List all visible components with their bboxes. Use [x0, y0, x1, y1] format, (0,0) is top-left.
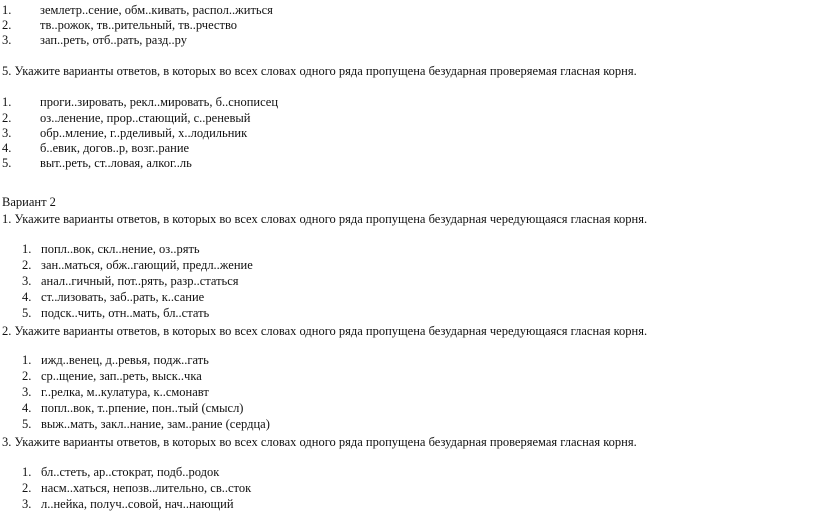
list-number: 4.	[2, 141, 12, 155]
list-item: выж..мать, закл..нание, зам..рание (сердца)	[41, 417, 270, 431]
list-item: тв..рожок, тв..рительный, тв..рчество	[40, 18, 238, 32]
list-number: 2.	[22, 258, 32, 272]
list-number: 2.	[2, 111, 12, 125]
list-number: 5.	[2, 156, 12, 170]
list-item: насм..хаться, непозв..лительно, св..сток	[41, 481, 252, 495]
question-5-text: 5. Укажите варианты ответов, в которых во всех словах одного ряда пропущена безударная проверяемая гласная корня.	[2, 64, 637, 78]
list-number: 3.	[2, 33, 12, 47]
list-number: 2.	[2, 18, 12, 32]
list-item: б..евик, догов..р, возг..рание	[40, 141, 190, 155]
list-number: 3.	[2, 126, 12, 140]
list-item: бл..стеть, ар..стократ, подб..родок	[41, 465, 220, 479]
list-number: 3.	[22, 274, 32, 288]
question-3-text: 3. Укажите варианты ответов, в которых во всех словах одного ряда пропущена безударная проверяемая гласная корня.	[2, 435, 637, 449]
list-number: 1.	[22, 242, 32, 256]
list-item: подск..чить, отн..мать, бл..стать	[41, 306, 210, 320]
list-number: 4.	[22, 401, 32, 415]
list-number: 5.	[22, 417, 32, 431]
list-item: попл..вок, скл..нение, оз..рять	[41, 242, 200, 256]
list-item: ср..щение, зап..реть, выск..чка	[41, 369, 202, 383]
list-number: 1.	[2, 95, 12, 109]
list-number: 1.	[22, 353, 32, 367]
list-number: 3.	[22, 385, 32, 399]
list-item: зан..маться, обж..гающий, предл..жение	[41, 258, 253, 272]
list-item: выт..реть, ст..ловая, алког..ль	[40, 156, 192, 170]
list-item: проги..зировать, рекл..мировать, б..снописец	[40, 95, 279, 109]
list-item: обр..мление, г..рделивый, х..лодильник	[40, 126, 248, 140]
list-number: 3.	[22, 497, 32, 511]
list-item: г..релка, м..кулатура, к..смонавт	[41, 385, 209, 399]
list-number: 2.	[22, 369, 32, 383]
list-item: анал..гичный, пот..рять, разр..статься	[41, 274, 239, 288]
list-item: ст..лизовать, заб..рать, к..сание	[41, 290, 205, 304]
list-item: ижд..венец, д..ревья, подж..гать	[41, 353, 209, 367]
question-1-text: 1. Укажите варианты ответов, в которых во всех словах одного ряда пропущена безударная чередующаяся гласная корня.	[2, 212, 648, 226]
list-item: оз..ленение, прор..стающий, с..реневый	[40, 111, 251, 125]
list-item: зап..реть, отб..рать, разд..ру	[40, 33, 187, 47]
list-item: попл..вок, т..рпение, пон..тый (смысл)	[41, 401, 244, 415]
list-number: 4.	[22, 290, 32, 304]
question-2-text: 2. Укажите варианты ответов, в которых во всех словах одного ряда пропущена безударная чередующаяся гласная корня.	[2, 324, 648, 338]
list-number: 1.	[22, 465, 32, 479]
variant-title: Вариант 2	[2, 195, 56, 209]
list-item: л..нейка, получ..совой, нач..нающий	[41, 497, 234, 511]
list-item: землетр..сение, обм..кивать, распол..житься	[40, 3, 273, 17]
list-number: 1.	[2, 3, 12, 17]
list-number: 2.	[22, 481, 32, 495]
list-number: 5.	[22, 306, 32, 320]
